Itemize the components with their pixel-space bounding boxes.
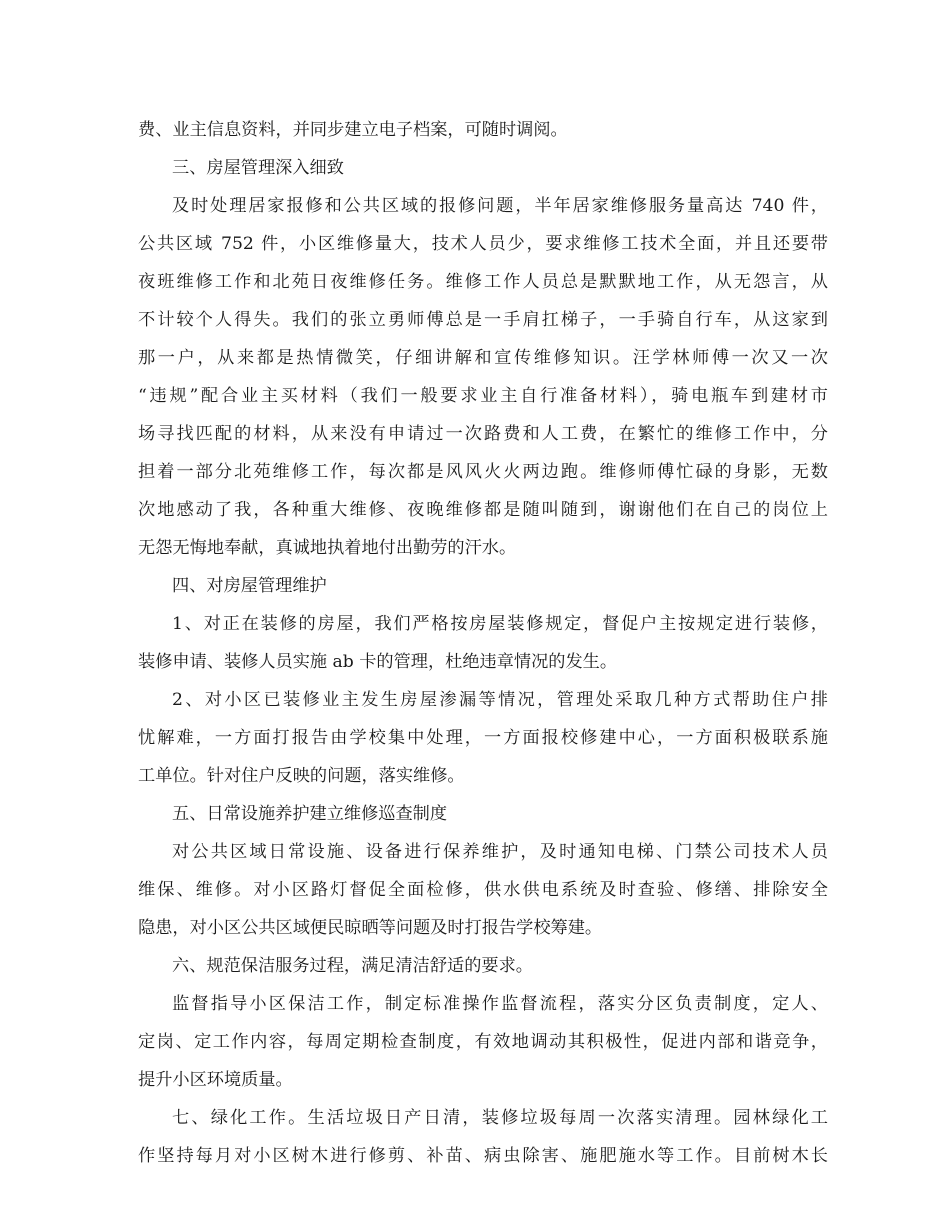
text-line: “违规”配合业主买材料（我们一般要求业主自行准备材料），骑电瓶车到建材市 xyxy=(138,386,828,406)
text-line: 次地感动了我，各种重大维修、夜晚维修都是随叫随到，谢谢他们在自己的岗位上 xyxy=(138,500,828,520)
section-heading: 三、房屋管理深入细致 xyxy=(172,158,344,178)
section-heading: 六、规范保洁服务过程，满足清洁舒适的要求。 xyxy=(172,956,533,976)
text-line: 担着一部分北苑维修工作，每次都是风风火火两边跑。维修师傅忙碌的身影，无数 xyxy=(138,462,828,482)
text-line: 场寻找匹配的材料，从来没有申请过一次路费和人工费，在繁忙的维修工作中，分 xyxy=(138,424,828,444)
text-line: 装修申请、装修人员实施 ab 卡的管理，杜绝违章情况的发生。 xyxy=(138,652,618,672)
text-line: 夜班维修工作和北苑日夜维修任务。维修工作人员总是默默地工作，从无怨言，从 xyxy=(138,272,828,292)
text-line: 1、对正在装修的房屋，我们严格按房屋装修规定，督促户主按规定进行装修， xyxy=(172,614,828,634)
text-line: 监督指导小区保洁工作，制定标准操作监督流程，落实分区负责制度，定人、 xyxy=(172,994,828,1014)
text-line: 定岗、定工作内容，每周定期检查制度，有效地调动其积极性，促进内部和谐竞争， xyxy=(138,1032,828,1052)
text-line: 忧解难，一方面打报告由学校集中处理，一方面报校修建中心，一方面积极联系施 xyxy=(138,728,828,748)
text-line: 那一户，从来都是热情微笑，仔细讲解和宣传维修知识。汪学林师傅一次又一次 xyxy=(138,348,828,368)
text-line: 作坚持每月对小区树木进行修剪、补苗、病虫除害、施肥施水等工作。目前树木长 xyxy=(138,1146,828,1166)
text-line: 2、对小区已装修业主发生房屋渗漏等情况，管理处采取几种方式帮助住户排 xyxy=(172,690,828,710)
text-line: 不计较个人得失。我们的张立勇师傅总是一手肩扛梯子，一手骑自行车，从这家到 xyxy=(138,310,828,330)
text-line: 及时处理居家报修和公共区域的报修问题，半年居家维修服务量高达 740 件， xyxy=(172,196,828,216)
text-line: 维保、维修。对小区路灯督促全面检修，供水供电系统及时查验、修缮、排除安全 xyxy=(138,880,828,900)
text-line: 隐患，对小区公共区域便民晾晒等问题及时打报告学校筹建。 xyxy=(138,918,603,938)
text-line: 对公共区域日常设施、设备进行保养维护，及时通知电梯、门禁公司技术人员 xyxy=(172,842,828,862)
text-line: 费、业主信息资料，并同步建立电子档案，可随时调阅。 xyxy=(138,120,568,140)
section-heading: 四、对房屋管理维护 xyxy=(172,576,327,596)
text-line: 工单位。针对住户反映的问题，落实维修。 xyxy=(138,766,465,786)
text-line: 七、绿化工作。生活垃圾日产日清，装修垃圾每周一次落实清理。园林绿化工 xyxy=(172,1108,828,1128)
text-line: 无怨无悔地奉献，真诚地执着地付出勤劳的汗水。 xyxy=(138,538,517,558)
section-heading: 五、日常设施养护建立维修巡查制度 xyxy=(172,804,448,824)
text-line: 提升小区环境质量。 xyxy=(138,1070,293,1090)
text-line: 公共区域 752 件，小区维修量大，技术人员少，要求维修工技术全面，并且还要带 xyxy=(138,234,828,254)
